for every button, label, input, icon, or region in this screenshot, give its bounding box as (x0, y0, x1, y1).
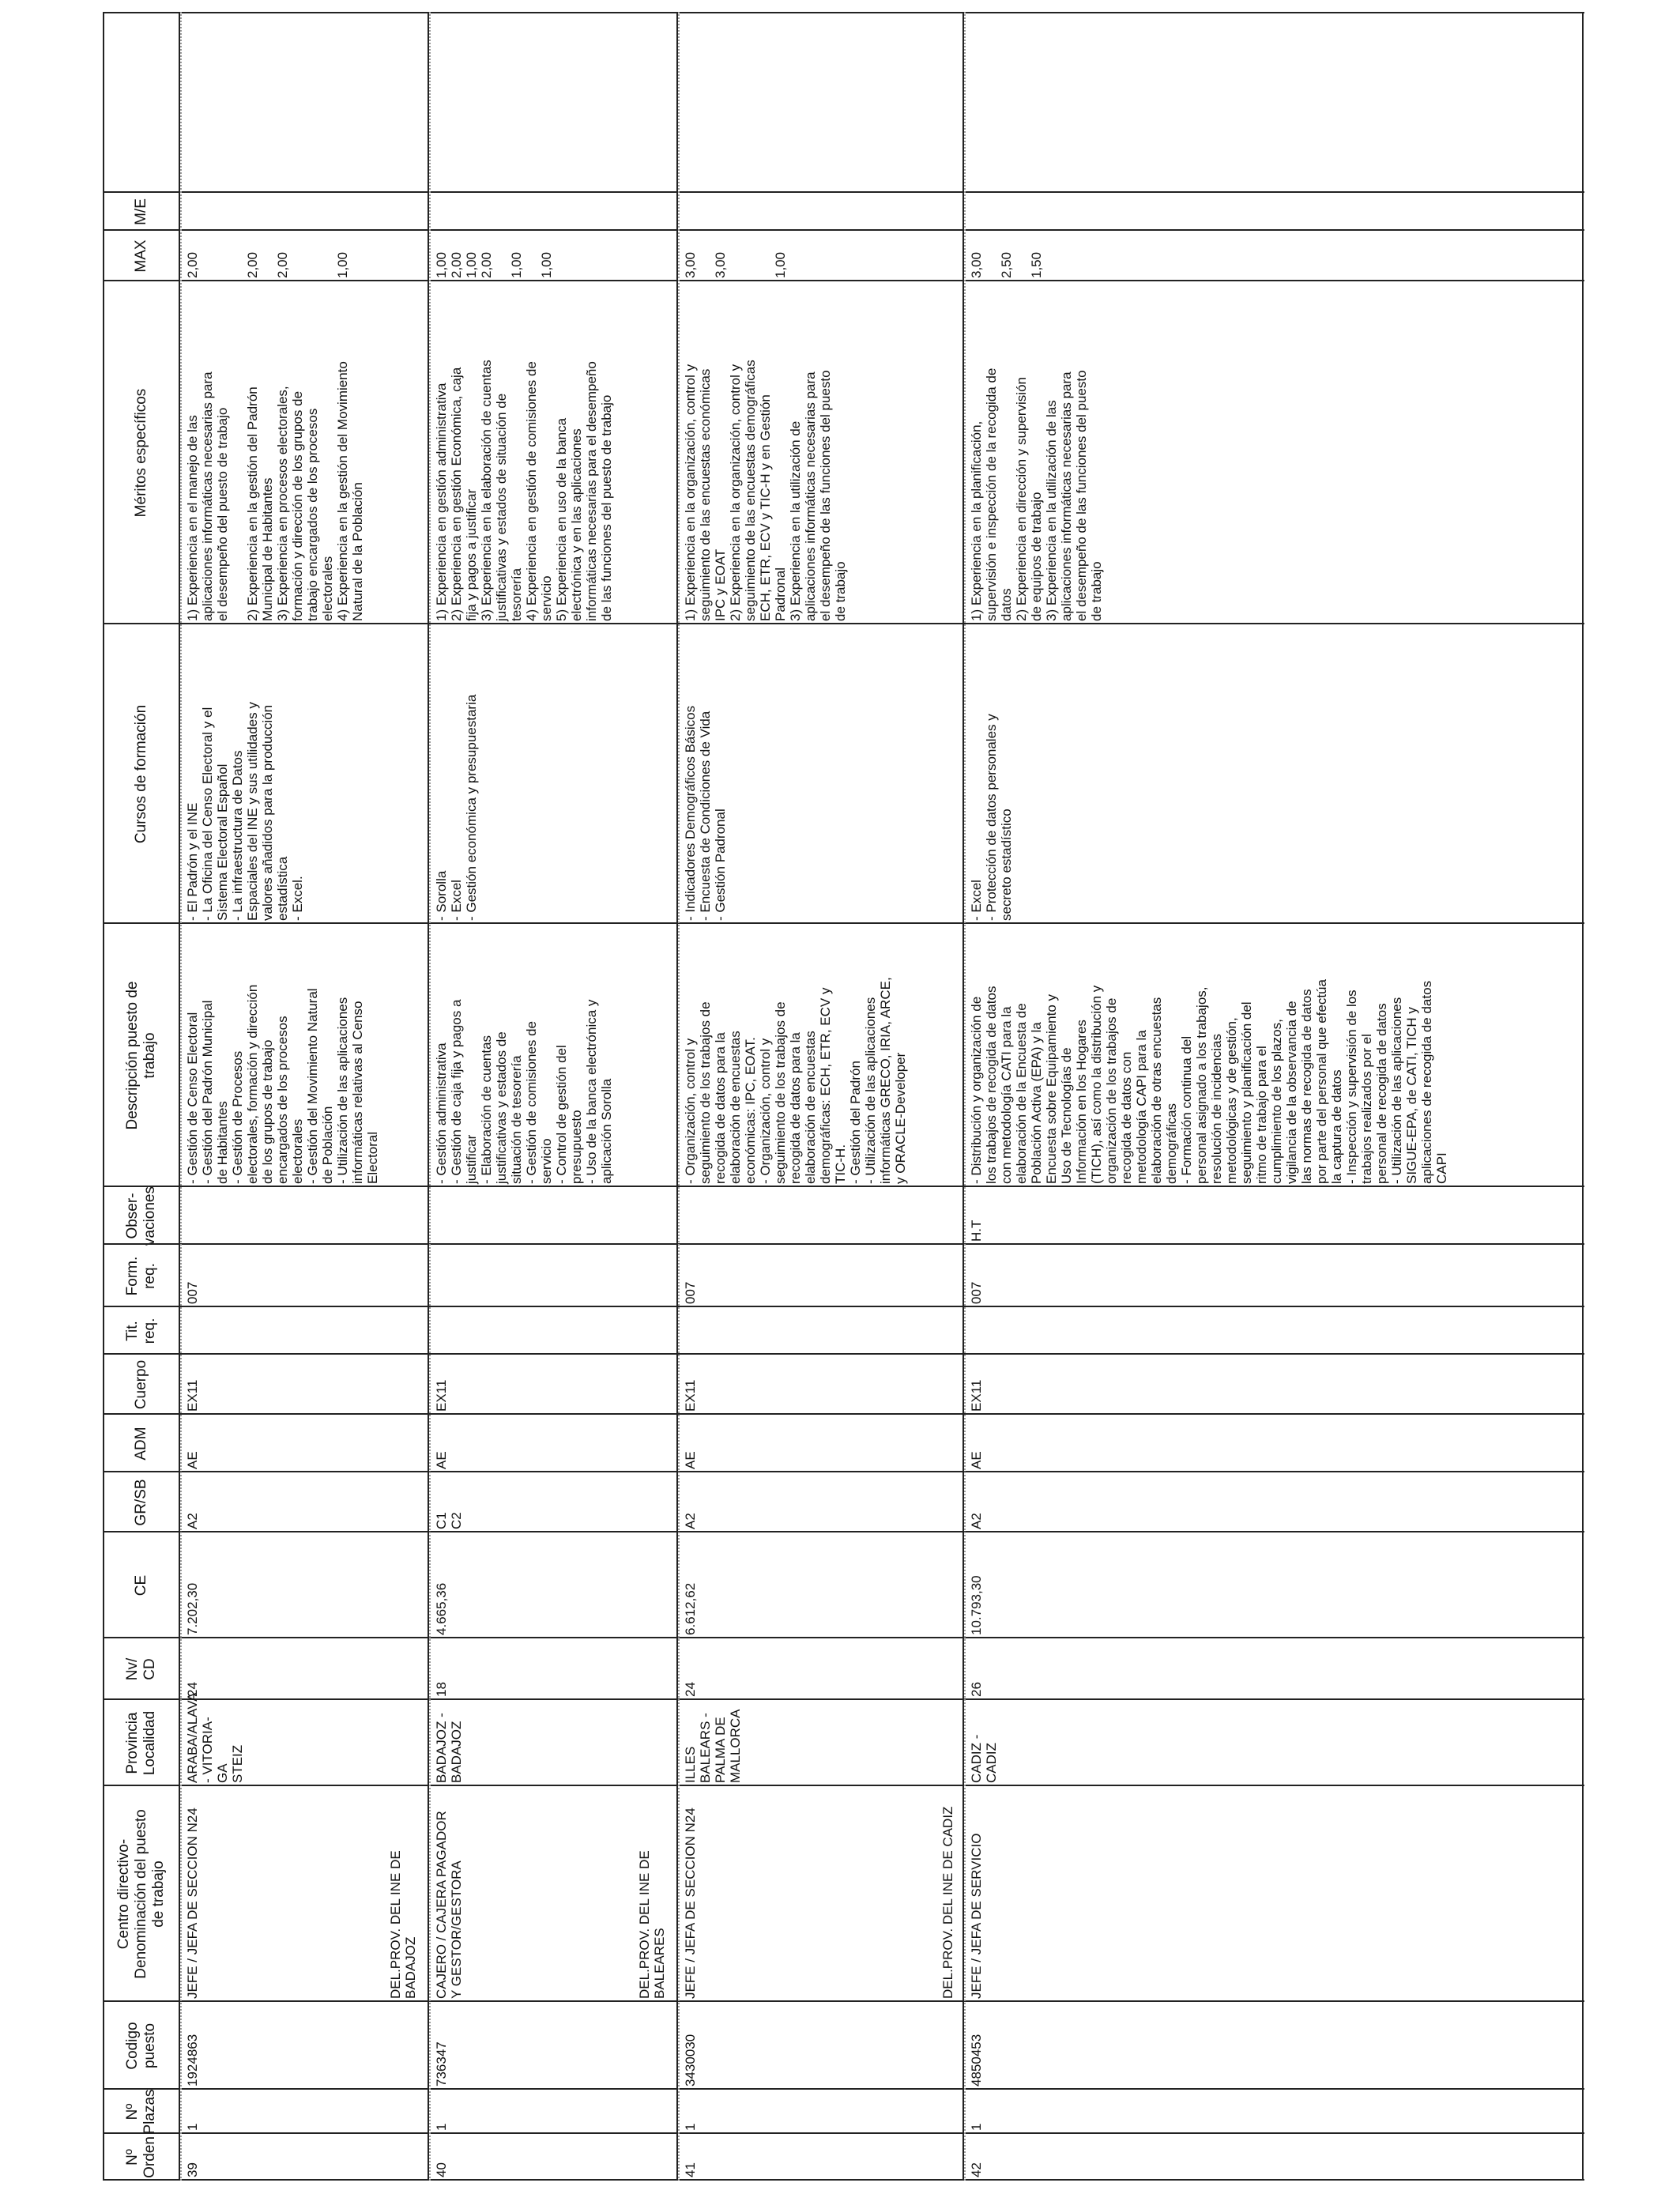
cell-ce: 10.793,30 (969, 1575, 984, 1635)
cell-ce: 4.665,36 (434, 1582, 449, 1635)
header-max: MAX (133, 239, 149, 273)
cell-plazas: 1 (434, 2123, 449, 2131)
cell-centro: JEFE / JEFA DE SERVICIO (969, 1833, 984, 1999)
cell-ce: 7.202,30 (185, 1582, 200, 1635)
cell-descripcion: - Distribución y organización de los trabajos de recogida de datos con metodología CATI para la elaboración de la Encuesta de Población Activa (EPA) y la Encuesta sobre Equipamiento y Uso de Tecnologías de Información en los Hogares (TICH), así como la distribución y organización de los trabajos de recogida de datos con metodología CAPI para la elaboración de otras encuestas demográficas - Formación continua del personal asignado a los trabajos, resolución de incidencias metodológicas y de gestión, seguimiento y planificación del ritmo de trabajo para el cumplimiento de los plazos, vigilancia de la observancia de las normas de recogida de datos por parte del personal que efectúa la captura de datos - Inspección y supervisión de los trabajos realizados por el personal de recogida de datos - Utilización de las aplicaciones SIGUE-EPA, de CATI, TICH y aplicaciones de recogida de datos CAPI (969, 979, 1449, 1184)
cell-codigo: 4850453 (969, 2034, 984, 2087)
header-grsb: GR/SB (133, 1479, 149, 1526)
header-ce: CE (133, 1574, 149, 1596)
header-plazas: Nº Plazas (124, 2089, 158, 2135)
header-meritos: Méritos específicos (133, 388, 149, 518)
cell-provincia: BADAJOZ - BADAJOZ (434, 1713, 464, 1783)
cell-centro: CAJERO / CAJERA PAGADOR Y GESTOR/GESTORA (434, 1811, 464, 1999)
header-cursos: Cursos de formación (133, 704, 149, 844)
cell-centro: JEFE / JEFA DE SECCION N24 (185, 1808, 200, 1999)
header-orden: Nº Orden (124, 2136, 158, 2178)
cell-nivel: 24 (185, 1682, 200, 1697)
cell-form: 007 (683, 1281, 698, 1304)
cell-meritos: 1) Experiencia en gestión administrativa 2) Experiencia en gestión Económica, caja fija y pagos a justificar 3) Experiencia en la elaboración de cuentas justificativas y estados de situación de tesorería 4) Experiencia en gestión de comisiones de servicio 5) Experiencia en uso de la banca electrónica y en las aplicaciones informáticas necesarias para el desempeño de las funciones del puesto de trabajo (434, 360, 614, 621)
cell-cuerpo: EX11 (969, 1379, 984, 1412)
cell-adm: AE (185, 1451, 200, 1469)
header-obs: Obser- vaciones (124, 1186, 158, 1246)
header-tit: Tit. req. (124, 1318, 158, 1344)
cell-grsb: A2 (185, 1513, 200, 1529)
cell-nivel: 24 (683, 1682, 698, 1697)
section-label: DEL.PROV. DEL INE DE CADIZ (940, 1806, 955, 1999)
table-header-row (103, 12, 180, 2181)
cell-adm: AE (969, 1451, 984, 1469)
row-separator (964, 12, 966, 2181)
cell-meritos: 1) Experiencia en la organización, control y seguimiento de las encuestas económicas IPC y EOAT 2) Experiencia en la organización, control y seguimiento de las encuestas demográficas ECH, ETR, ECV y TIC-H y en Gestión Padronal 3) Experiencia en la utilización de aplicaciones informáticas necesarias para el desempeño de las funciones del puesto de trabajo (683, 360, 848, 621)
cell-orden: 41 (683, 2162, 698, 2177)
cell-max: 1,00 2,00 1,00 2,00 1,00 1,00 (434, 251, 554, 278)
cell-meritos: 1) Experiencia en la planificación, supervisión e inspección de la recogida de datos 2) Experiencia en dirección y supervisión de equipos de trabajo 3) Experiencia en la utilización de las aplicaciones informáticas necesarias para el desempeño de las funciones del puesto de trabajo (969, 368, 1104, 621)
row-separator (678, 12, 680, 2181)
cell-cursos: - El Padrón y el INE - La Oficina del Censo Electoral y el Sistema Electoral Español - La infraestructura de Datos Espaciales del INE y sus utilidades y valores añadidos para la producción estadística - Excel. (185, 702, 305, 921)
cell-provincia: CADIZ - CADIZ (969, 1734, 999, 1783)
row-separator (429, 12, 431, 2181)
cell-descripcion: - Gestión administrativa - Gestión de caja fija y pagos a justificar - Elaboración de cuentas justificativas y estados de situación de tesorería - Gestión de comisiones de servicio - Control de gestión del presupuesto - Uso de la banca electrónica y aplicación Sorolla (434, 999, 614, 1184)
positions-table (103, 12, 1584, 2181)
cell-cursos: - Excel - Protección de datos personales y secreto estadístico (969, 714, 1014, 921)
cell-ce: 6.612,62 (683, 1582, 698, 1635)
cell-adm: AE (683, 1451, 698, 1469)
cell-form: 007 (969, 1281, 984, 1304)
cell-form: 007 (185, 1281, 200, 1304)
cell-descripcion: - Organización, control y seguimiento de los trabajos de recogida de datos para la elaboración de encuestas económicas: IPC, EOAT. - Organización, control y seguimiento de los trabajos de recogida de datos para la elaboración de encuestas demográficas: ECH, ETR, ECV y TIC-H. - Gestión del Padrón - Utilización de las aplicaciones informáticas GRECO, IRIA, ARCE, y ORACLE-Developer (683, 977, 908, 1184)
header-form: Form. req. (124, 1256, 158, 1296)
cell-cuerpo: EX11 (683, 1379, 698, 1412)
cell-orden: 39 (185, 2162, 200, 2177)
cell-plazas: 1 (969, 2123, 984, 2131)
header-centro: Centro directivo- Denominación del puesto de trabajo (115, 1809, 167, 1979)
cell-max: 3,00 2,50 1,50 (969, 251, 1044, 278)
cell-plazas: 1 (185, 2123, 200, 2131)
header-codigo: Codigo puesto (124, 2022, 158, 2070)
cell-grsb: C1 C2 (434, 1512, 464, 1529)
cell-grsb: A2 (969, 1513, 984, 1529)
cell-cursos: - Indicadores Demográficos Básicos - Encuesta de Condiciones de Vida - Gestión Padronal (683, 705, 728, 921)
header-nivel: Nv/ CD (124, 1657, 158, 1681)
cell-orden: 40 (434, 2162, 449, 2177)
header-me: M/E (133, 198, 149, 225)
cell-max: 2,00 2,00 2,00 1,00 (185, 251, 350, 278)
cell-plazas: 1 (683, 2123, 698, 2131)
section-label: DEL.PROV. DEL INE DE BALEARES (637, 1850, 667, 1999)
cell-codigo: 736347 (434, 2041, 449, 2087)
header-cuerpo: Cuerpo (133, 1359, 149, 1410)
cell-max: 3,00 3,00 1,00 (683, 251, 788, 278)
cell-provincia: ARABA/ALAVA - VITORIA-GA STEIZ (185, 1692, 245, 1783)
cell-nivel: 26 (969, 1682, 984, 1697)
cell-meritos: 1) Experiencia en el manejo de las aplicaciones informáticas necesarias para el desempeño del puesto de trabajo 2) Experiencia en la gestión del Padrón Municipal de Habitantes 3) Experiencia en procesos electorales, formación y dirección de los grupos de trabajo encargados de los procesos electorales 4) Experiencia en la gestión del Movimiento Natural de la Población (185, 361, 365, 621)
table-row (637, 12, 964, 2181)
cell-cursos: - Sorolla - Excel - Gestión económica y presupuestaria (434, 694, 479, 921)
cell-nivel: 18 (434, 1682, 449, 1697)
table-row (940, 12, 1584, 2181)
cell-cuerpo: EX11 (185, 1379, 200, 1412)
header-adm: ADM (133, 1427, 149, 1461)
header-provincia: Provincia Localidad (124, 1710, 158, 1776)
cell-descripcion: - Gestión de Censo Electoral - Gestión del Padrón Municipal de Habitantes - Gestión de Procesos electorales, formación y dirección de los grupos de trabajo encargados de los procesos electorales - Gestión del Movimiento Natural de Población - Utilización de las aplicaciones informáticas relativas al Censo Electoral (185, 984, 380, 1184)
cell-adm: AE (434, 1451, 449, 1469)
header-descripcion: Descripción puesto de trabajo (124, 981, 158, 1130)
cell-cuerpo: EX11 (434, 1379, 449, 1412)
section-label: DEL.PROV. DEL INE DE BADAJOZ (388, 1850, 418, 1999)
cell-orden: 42 (969, 2162, 984, 2177)
cell-codigo: 1924863 (185, 2034, 200, 2087)
cell-obs: H.T (969, 1220, 984, 1242)
cell-grsb: A2 (683, 1513, 698, 1529)
cell-provincia: ILLES BALEARS - PALMA DE MALLORCA (683, 1709, 743, 1783)
cell-codigo: 3430030 (683, 2034, 698, 2087)
row-separator (180, 12, 182, 2181)
cell-centro: JEFE / JEFA DE SECCION N24 (683, 1808, 698, 1999)
